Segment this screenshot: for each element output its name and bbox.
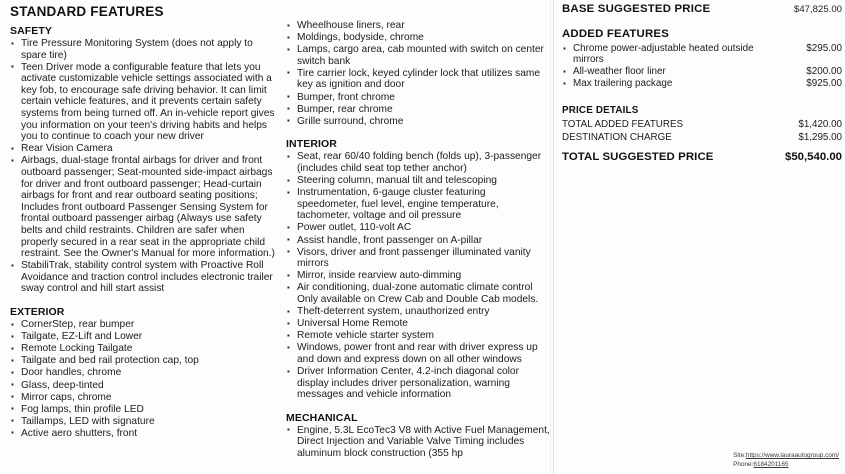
list-item: ▪ Taillamps, LED with signature — [6, 416, 278, 428]
list-item: ▪ Driver Information Center, 4.2-inch diagonal color display includes driver personalization, warning messages and vehicle information — [282, 366, 550, 401]
added-feature-row — [558, 78, 845, 89]
column-divider-outer — [550, 0, 551, 474]
feature-list-safety — [6, 38, 278, 295]
section-heading-safety: SAFETY — [10, 25, 53, 37]
list-item: ▪ Remote Locking Tailgate — [6, 343, 278, 355]
added-feature-row — [558, 43, 845, 66]
list-item: ▪ Active aero shutters, front — [6, 428, 278, 440]
dealer-website-link[interactable]: https://www.lauraautogroup.com/ — [745, 452, 839, 459]
total-price-label: TOTAL SUGGESTED PRICE — [562, 150, 714, 163]
list-item: ▪ Tailgate, EZ-Lift and Lower — [6, 331, 278, 343]
added-feature-label: ▪ All-weather floor liner — [573, 66, 666, 78]
list-item: ▪ Grille surround, chrome — [282, 116, 550, 128]
price-details-heading: PRICE DETAILS — [562, 104, 639, 116]
list-item: ▪ Visors, driver and front passenger illuminated vanity mirrors — [282, 247, 550, 270]
footer-phone-label: Phone: — [733, 460, 754, 468]
list-item: ▪ Fog lamps, thin profile LED — [6, 404, 278, 416]
column-divider — [553, 0, 554, 474]
added-feature-amount: $925.00 — [806, 78, 842, 90]
list-item: ▪ Tire carrier lock, keyed cylinder lock that utilizes same key as ignition and door — [282, 68, 550, 91]
added-features-list — [558, 43, 845, 90]
list-item: ▪ Power outlet, 110-volt AC — [282, 222, 550, 234]
feature-list-mechanical — [282, 425, 550, 460]
section-heading-exterior: EXTERIOR — [10, 306, 65, 319]
list-item: ▪ Seat, rear 60/40 folding bench (folds up), 3-passenger (includes child seat top tether anchor) — [282, 151, 550, 174]
total-price-row — [558, 145, 845, 163]
base-price-amount: $47,825.00 — [793, 4, 842, 15]
list-item: ▪ Bumper, rear chrome — [282, 104, 550, 116]
list-item: ▪ Airbags, dual-stage frontal airbags for driver and front outboard passenger; Seat-mounted side-impact airbags for driver and front outboard passenger; Head-curtain airbags for front and rear outboard seating positions; Includes front outboard Passenger Sensing System for frontal outboard passenger airbag (Always use safety belts and child restraints. Children are safer when properly secured in a rear seat in the appropriate child restraint. See the Owner's Manual for more information.) — [6, 155, 278, 259]
price-detail-row — [558, 118, 845, 132]
section-heading-mechanical: MECHANICAL — [286, 411, 358, 424]
list-item: ▪ Rear Vision Camera — [6, 143, 278, 155]
price-detail-amount: $1,295.00 — [798, 132, 842, 144]
list-item: ▪ Glass, deep-tinted — [6, 380, 278, 392]
added-feature-row — [558, 66, 845, 77]
list-item: ▪ Bumper, front chrome — [282, 92, 550, 104]
standard-features-column-left — [6, 0, 278, 474]
price-detail-amount: $1,420.00 — [798, 118, 842, 130]
list-item: ▪ Assist handle, front passenger on A-pillar — [282, 235, 550, 247]
feature-list-interior — [282, 151, 550, 400]
list-item: ▪ Mirror, inside rearview auto-dimming — [282, 270, 550, 282]
dealer-phone-link[interactable]: 6184201165 — [753, 460, 789, 468]
list-item: ▪ Steering column, manual tilt and telescoping — [282, 175, 550, 187]
feature-list-exterior — [6, 319, 278, 439]
base-price-label: BASE SUGGESTED PRICE — [562, 3, 711, 15]
list-item: ▪ Air conditioning, dual-zone automatic climate control Only available on Crew Cab and Double Cab models. — [282, 282, 550, 305]
list-item: ▪ Engine, 5.3L EcoTec3 V8 with Active Fuel Management, Direct Injection and Variable Valve Timing includes aluminum block construction (355 hp — [282, 425, 550, 460]
standard-features-column-middle — [282, 0, 550, 474]
list-item: ▪ Lamps, cargo area, cab mounted with switch on center switch bank — [282, 44, 550, 67]
list-item: ▪ Universal Home Remote — [282, 318, 550, 330]
list-item: ▪ CornerStep, rear bumper — [6, 319, 278, 331]
added-feature-amount: $200.00 — [806, 66, 842, 78]
list-item: ▪ Instrumentation, 6-gauge cluster featuring speedometer, fuel level, engine temperature, tachometer, voltage and oil pressure — [282, 187, 550, 222]
base-price-row — [558, 3, 845, 15]
feature-list-exterior-continued — [282, 20, 550, 127]
pricing-panel — [558, 0, 845, 474]
list-item: ▪ Windows, power front and rear with driver express up and down and express down on all other windows — [282, 342, 550, 365]
added-feature-label: ▪ Max trailering package — [573, 78, 673, 90]
list-item: ▪ Teen Driver mode a configurable feature that lets you activate customizable vehicle settings associated with a key fob, to encourage safe driving behavior. It can limit certain vehicle features, and it prevents certain safety systems from being turned off. An in-vehicle report gives you information on your teen's driving habits and helps you to continue to coach your new driver — [6, 62, 278, 143]
footer-site-label: Site: — [733, 452, 746, 459]
footer — [733, 452, 839, 469]
footer-phone-line — [733, 461, 839, 470]
price-detail-label: DESTINATION CHARGE — [562, 132, 672, 144]
price-detail-label: TOTAL ADDED FEATURES — [562, 118, 684, 130]
footer-site-line — [733, 452, 839, 461]
total-price-amount: $50,540.00 — [784, 150, 842, 163]
added-feature-label: ▪ Chrome power-adjustable heated outside mirrors — [573, 43, 754, 66]
list-item: ▪ Theft-deterrent system, unauthorized entry — [282, 306, 550, 318]
list-item: ▪ Tire Pressure Monitoring System (does not apply to spare tire) — [6, 38, 278, 61]
added-features-heading: ADDED FEATURES — [562, 28, 670, 40]
section-heading-interior: INTERIOR — [286, 138, 337, 151]
list-item: ▪ StabiliTrak, stability control system with Proactive Roll Avoidance and traction control includes electronic trailer sway control and hill start assist — [6, 260, 278, 295]
price-detail-row — [558, 131, 845, 145]
page-title: STANDARD FEATURES — [10, 4, 164, 19]
list-item: ▪ Moldings, bodyside, chrome — [282, 32, 550, 44]
list-item: ▪ Remote vehicle starter system — [282, 330, 550, 342]
list-item: ▪ Tailgate and bed rail protection cap, top — [6, 355, 278, 367]
list-item: ▪ Wheelhouse liners, rear — [282, 20, 550, 32]
list-item: ▪ Mirror caps, chrome — [6, 392, 278, 404]
added-feature-amount: $295.00 — [806, 43, 842, 54]
list-item: ▪ Door handles, chrome — [6, 367, 278, 379]
